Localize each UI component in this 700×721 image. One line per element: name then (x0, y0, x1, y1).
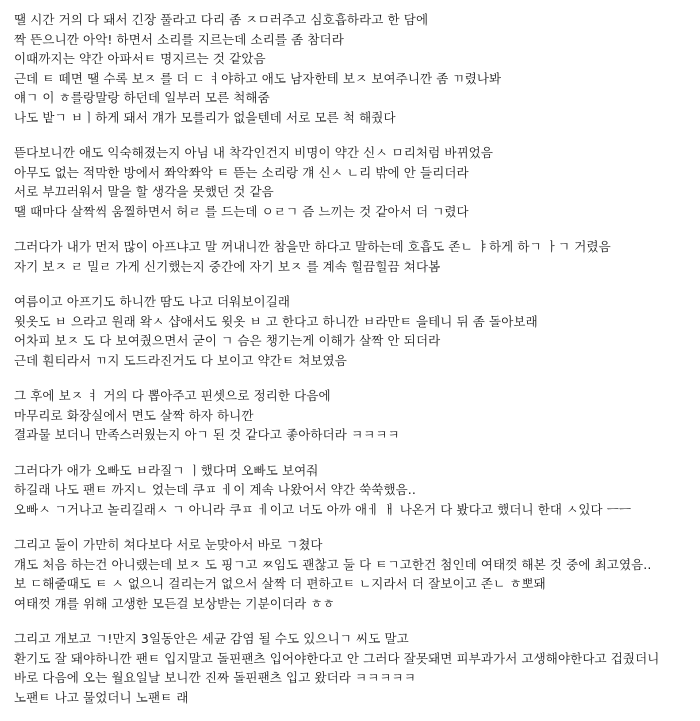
text-line: 자기 보ㅈ ㄹ 밀ㄹ 가게 신기했는지 중간에 자기 보ㅈ 를 계속 힐끔힐끔 쳐다봄 (14, 258, 441, 274)
text-line: 근데 훤티라서 ㄲ지 도드라진거도 다 보이고 약간ㅌ 쳐보였음 (14, 352, 347, 368)
text-line: 서로 부끄러워서 말을 할 생각을 못했던 것 같음 (14, 184, 274, 199)
text-line: 그 후에 보ㅈ ㅕ 거의 다 뽑아주고 핀셋으로 정리한 다음에 (14, 388, 331, 403)
text-line: 땔 때마다 살짝씩 움찔하면서 허ㄹ 를 드는데 ㅇㄹㄱ 즘 느끼는 것 같아서 더 ㄱ렸다 (14, 203, 469, 219)
text-line: 여름이고 아프기도 하니깐 땀도 나고 더워보이길래 (14, 294, 291, 309)
text-line: 마무리로 화장실에서 면도 살짝 하자 하니깐 (14, 407, 254, 423)
paragraph (14, 629, 686, 707)
text-line: 땔 시간 거의 다 돼서 긴장 풀라고 다리 좀 ㅈㅁ러주고 심호흡하라고 한 담에 (14, 12, 429, 27)
text-line: 나도 밭ㄱ ㅂㅣ하게 돼서 걔가 모를리가 없을텐데 서로 모른 척 해줬다 (14, 109, 396, 125)
paragraph (14, 386, 686, 445)
paragraph (14, 292, 686, 370)
text-line: 그러다가 내가 먼저 많이 아프냐고 말 꺼내니깐 참을만 하다고 말하는데 호흡도 존ㄴ ㅑ하게 하ㄱ ㅏㄱ 거렸음 (14, 239, 611, 254)
text-line: 환기도 잘 돼야하니깐 팬ㅌ 입지말고 돌핀팬츠 입어야한다고 안 그러다 잘못돼면 피부과가서 고생해야한다고 겁줬더니 (14, 650, 660, 666)
text-line: 하길래 나도 팬ㅌ 까지ㄴ 었는데 쿠ㅍ ㅔ이 계속 나왔어서 약간 쑥쑥했음.. (14, 482, 416, 497)
paragraph (14, 535, 686, 613)
text-line: 뜯다보니깐 애도 익숙해졌는지 아님 내 착각인건지 비명이 약간 신ㅅ ㅁ리처럼 바뀌었음 (14, 145, 494, 160)
text-line: 걔도 처음 하는건 아니랬는데 보ㅈ 도 핑ㄱ고 ㅉ임도 괜찮고 둘 다 ㅌㄱ고한건 첨인데 여태껏 해본 것 중에 최고였음.. (14, 556, 652, 572)
paragraph (14, 10, 686, 127)
text-line: 이때까지는 약간 아파서ㅌ 명지르는 것 같았음 (14, 51, 266, 66)
paragraph (14, 237, 686, 276)
paragraph (14, 143, 686, 221)
text-line: 바로 다음에 오는 월요일날 보니깐 진짜 돌핀팬츠 입고 왔더라 ㅋㅋㅋㅋㅋ (14, 670, 416, 685)
text-line: 노팬ㅌ 나고 물었더니 노팬ㅌ 래 (14, 689, 189, 705)
text-line: 근데 ㅌ 떼면 땔 수록 보ㅈ 를 더 ㄷ ㅕ야하고 애도 남자한테 보ㅈ 보여주니깐 좀 ㄲ렸나봐 (14, 70, 502, 86)
text-line: 그리고 둘이 가만히 쳐다보다 서로 눈맞아서 바로 ㄱ쳤다 (14, 537, 323, 552)
text-line: 보 ㄷ해줄때도 ㅌ ㅅ 없으니 걸리는거 없으서 살짝 더 편하고ㅌ ㄴ지라서 더 잘보이고 존ㄴ ㅎ뽀돼 (14, 576, 546, 591)
text-line: 오빠ㅅ ㄱ거나고 놀리길래ㅅ ㄱ 아니라 쿠ㅍ ㅔ이고 너도 아까 애ㅔ ㅐ 나온거 다 봤다고 했더니 한대 ㅅ있다 ㅡㅡ (14, 501, 632, 517)
text-line: 여태껏 걔를 위해 고생한 모든걸 보상받는 기분이더라 ㅎㅎ (14, 595, 335, 611)
text-line: 그러다가 애가 오빠도 ㅂ라질ㄱ ㅣ했다며 오빠도 보여줘 (14, 462, 319, 478)
paragraph (14, 461, 686, 520)
text-line: 결과물 보더니 만족스러웠는지 아ㄱ 된 것 같다고 좋아하더라 ㅋㅋㅋㅋ (14, 427, 400, 442)
text-line: 얘ㄱ 이 ㅎ를랑말랑 하던데 일부러 모른 척해줌 (14, 90, 270, 105)
text-line: 그리고 개보고 ㄱ!만지 3일동안은 세균 감염 될 수도 있으니ㄱ 씨도 말고 (14, 631, 409, 646)
text-line: 윗옷도 ㅂ 으라고 원래 왁ㅅ 샵애서도 윗옷 ㅂ 고 한다고 하니깐 ㅂ라만ㅌ 을테니 뒤 좀 돌아보래 (14, 313, 538, 329)
text-line: 어차피 보ㅈ 도 다 보여줬으면서 굳이 ㄱ 슴은 챙기는게 이해가 살짝 안 되더라 (14, 333, 441, 348)
text-line: 아무도 없는 적막한 방에서 쫘악쫘악 ㅌ 뜯는 소리랑 걔 신ㅅ ㄴ리 밖에 안 들리더라 (14, 164, 469, 180)
text-line: 짝 뜬으니깐 아악! 하면서 소리를 지르는데 소리를 좀 참더라 (14, 31, 344, 47)
